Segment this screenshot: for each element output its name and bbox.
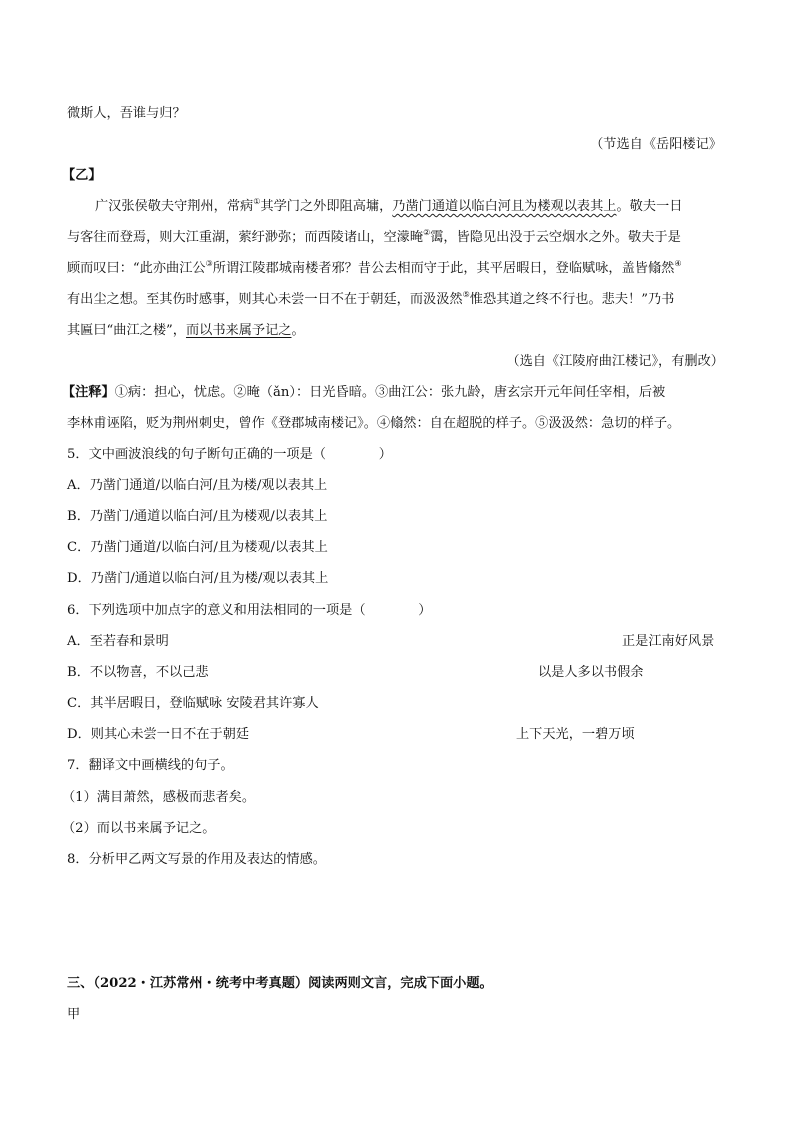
passage-yi-source: （选自《江陵府曲江楼记》，有删改） [506,354,724,369]
question-5-option-c: C．乃凿门通道/以临白河/且为楼观/以表其上 [67,540,328,555]
section-3-passage-label: 甲 [67,1007,81,1022]
question-6-option-d-pair: 上下天光，一碧万顷 [516,727,635,742]
question-7-stem: 7．翻译文中画横线的句子。 [67,758,234,773]
passage-jia-source: （节选自《岳阳楼记》 [590,137,722,152]
notes-label: 【注释】 [62,385,115,400]
footnote-marker: ⑤ [462,290,470,299]
question-6-option-b: B．不以物喜，不以己悲 [67,665,209,680]
question-6-option-c: C．其半居暇日，登临赋咏 安陵君其许寡人 [67,696,319,711]
question-7-item-1: （1）满目萧然，感极而悲者矣。 [62,790,256,805]
question-5-option-d: D．乃凿门/通道以临白河/且为楼/观以表其上 [67,571,329,586]
question-6-option-b-pair: 以是人多以书假余 [538,665,644,680]
underlined-sentence: 而以书来属予记之 [185,323,292,338]
footnote-marker: ③ [205,259,213,268]
passage-jia-last-line: 微斯人，吾谁与归？ [67,106,186,121]
section-3-heading: 三、（2022・江苏常州・统考中考真题）阅读两则文言，完成下面小题。 [67,976,493,991]
wavy-underlined-sentence: 乃凿门通道以临白河且为楼观以表其上 [392,199,617,214]
question-5-option-a: A．乃凿门通道/以临白河/且为楼/观以表其上 [67,478,328,493]
passage-yi-label: 【乙】 [62,168,102,183]
question-7-item-2: （2）而以书来属予记之。 [62,821,216,836]
footnote-marker: ② [423,228,431,237]
passage-yi-line-2: 与客往而登焉，则大江重湖，萦纡渺弥；而西陵诸山，空濛晻②霭，皆隐见出没于云空烟水之外。敬夫于是 [67,228,681,245]
question-6-option-d: D．则其心未尝一日不在于朝廷 [67,727,250,742]
passage-yi-line-4: 有出尘之想。至其伤时感事，则其心未尝一日不在于朝廷，而汲汲然⑤惟恐其道之终不行也。悲夫！”乃书 [67,290,675,307]
notes-line-2: 李林甫诬陷，贬为荆州刺史，曾作《登郡城南楼记》。④翛然：自在超脱的样子。⑤汲汲然：急切的样子。 [67,416,681,431]
question-6-stem: 6．下列选项中加点字的意义和用法相同的一项是（ ） [67,603,432,618]
question-8-stem: 8．分析甲乙两文写景的作用及表达的情感。 [67,852,326,867]
passage-yi-line-1: 广汉张侯敬夫守荆州，常病①其学门之外即阻高墉，乃凿门通道以临白河且为楼观以表其上。敬夫一日 [95,197,683,214]
passage-yi-line-3: 顾而叹曰：“此亦曲江公③所谓江陵郡城南楼者邪？昔公去相而守于此，其平居暇日，登临赋咏，盖皆翛然④ [67,259,682,276]
question-5-option-b: B．乃凿门/通道以临白河/且为楼观/以表其上 [67,509,328,524]
passage-yi-line-5: 其匾曰“曲江之楼”，而以书来属予记之。 [67,323,305,338]
notes-line-1: 【注释】①病：担心，忧虑。②晻（ǎn）：日光昏暗。③曲江公：张九龄，唐玄宗开元年间任宰相，后被 [62,385,666,400]
question-6-option-a: A．至若春和景明 [67,634,169,649]
footnote-marker: ④ [674,259,682,268]
footnote-marker: ① [253,197,261,206]
question-5-stem: 5．文中画波浪线的句子断句正确的一项是（ ） [67,447,392,462]
question-6-option-a-pair: 正是江南好风景 [622,634,715,649]
